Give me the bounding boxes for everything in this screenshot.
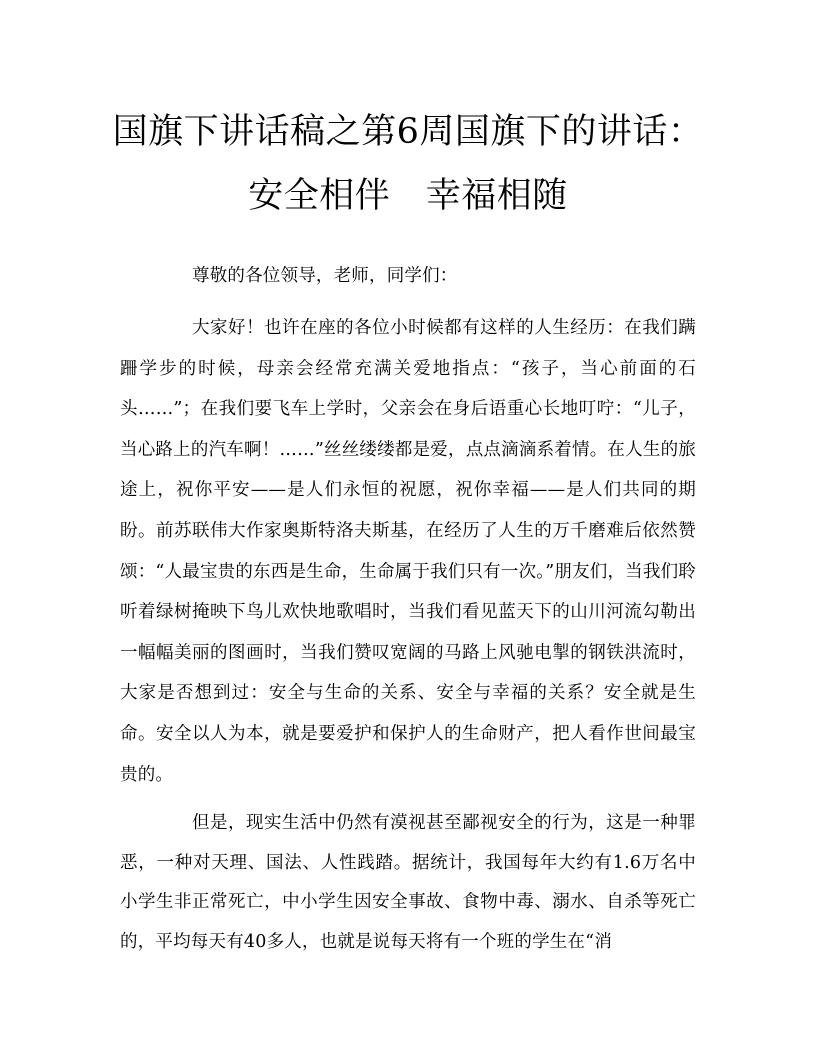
paragraph-1: 大家好！也许在座的各位小时候都有这样的人生经历：在我们蹒跚学步的时候，母亲会经常充满关爱地指点：“孩子，当心前面的石头……”；在我们要飞车上学时，父亲会在身后语重心长地叮咛：“儿子，当心路上的汽车啊！……”丝丝缕缕都是爱，点点滴滴系着情。在人生的旅途上，祝你平安——是人们永恒的祝愿，祝你幸福——是人们共同的期盼。前苏联伟大作家奥斯特洛夫斯基，在经历了人生的万千磨难后依然赞颂：“人最宝贵的东西是生命，生命属于我们只有一次。”朋友们，当我们聆听着绿树掩映下鸟儿欢快地歌唱时，当我们看见蓝天下的山川河流勾勒出一幅幅美丽的图画时，当我们赞叹宽阔的马路上风驰电掣的钢铁洪流时，大家是否想到过：安全与生命的关系、安全与幸福的关系？安全就是生命。安全以人为本，就是要爱护和保护人的生命财产，把人看作世间最宝贵的。 <box>120 318 696 785</box>
document-title-line-1: 国旗下讲话稿之第6周国旗下的讲话： <box>112 112 704 152</box>
document-title-line-2: 安全相伴 幸福相随 <box>248 176 568 216</box>
paragraph-2: 但是，现实生活中仍然有漠视甚至鄙视安全的行为，这是一种罪恶，一种对天理、国法、人性践踏。据统计，我国每年大约有1.6万名中小学生非正常死亡，中小学生因安全事故、食物中毒、溺水、自杀等死亡的，平均每天有40多人，也就是说每天将有一个班的学生在“消 <box>120 813 696 952</box>
salutation: 尊敬的各位领导，老师，同学们： <box>192 266 458 286</box>
